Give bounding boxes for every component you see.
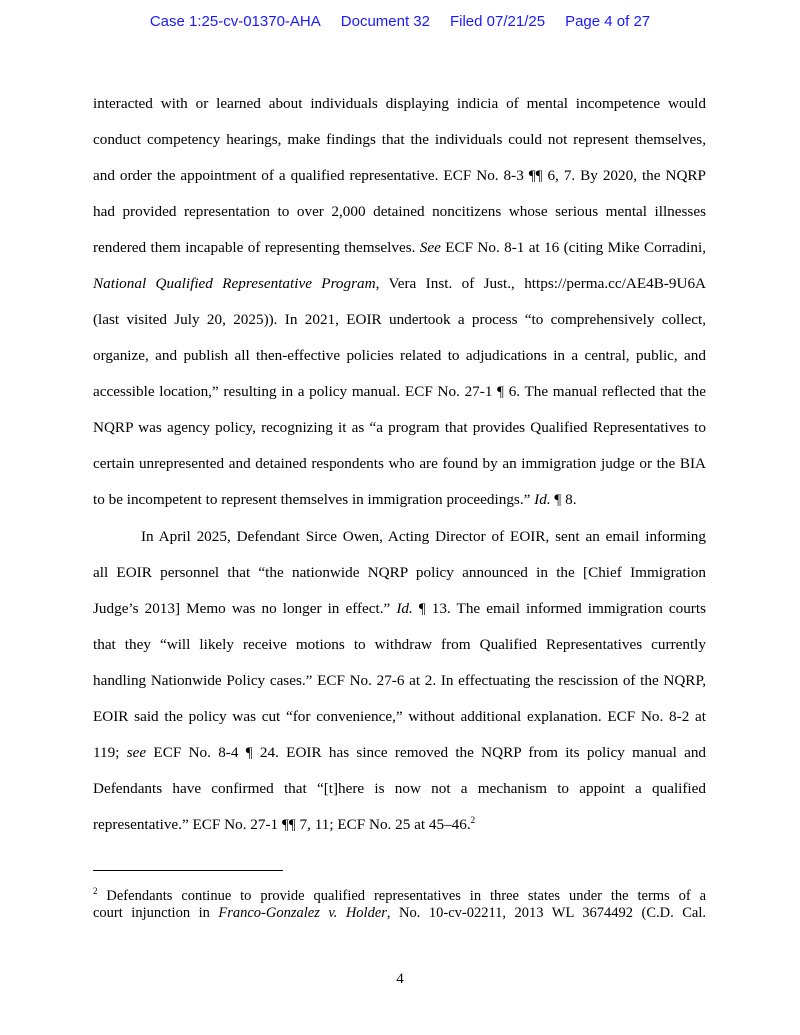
italic-text: see xyxy=(126,743,147,761)
text-line xyxy=(93,905,706,922)
text-run: Defendants continue to provide qualified representatives in three states under the terms of a xyxy=(97,888,706,904)
text-run: accessible location,” resulting in a policy manual. ECF No. 27-1 ¶ 6. The manual reflected that the xyxy=(93,383,706,400)
text-line xyxy=(93,491,706,509)
text-run: (last visited July 20, 2025)). In 2021, EOIR undertook a process “to comprehensively collect, xyxy=(93,311,706,328)
text-line xyxy=(93,311,706,329)
italic-text: Id. xyxy=(534,491,551,508)
text-run: , Vera Inst. of Just., https://perma.cc/AE4B-9U6A xyxy=(375,275,707,292)
text-run: conduct competency hearings, make findings that the individuals could not represent themselves, xyxy=(93,131,706,148)
text-run: Judge’s 2013] Memo was no longer in effect.” xyxy=(93,599,397,617)
page-indicator: Page 4 of 27 xyxy=(565,13,651,30)
page-number: 4 xyxy=(396,971,404,987)
text-run: representative.” ECF No. 27-1 ¶¶ 7, 11; ECF No. 25 at 45–46. xyxy=(93,815,471,833)
text-line xyxy=(93,564,706,582)
text-line xyxy=(93,600,706,618)
text-line xyxy=(93,239,706,257)
text-run: EOIR said the policy was cut “for convenience,” without additional explanation. ECF No. 8-2 at xyxy=(93,707,706,725)
italic-text: See xyxy=(419,239,441,256)
footnote-marker: 2 xyxy=(93,886,98,896)
text-run: ¶ 8. xyxy=(550,491,577,508)
text-run: interacted with or learned about individuals displaying indicia of mental incompetence would xyxy=(93,95,706,112)
text-line xyxy=(93,203,706,221)
text-line xyxy=(93,780,706,798)
text-run: organize, and publish all then-effective policies related to adjudications in a central, public, and xyxy=(93,347,706,364)
text-run: ECF No. 8-1 at 16 (citing Mike Corradini, xyxy=(440,239,706,256)
text-line xyxy=(93,528,706,546)
text-run: ¶ 13. The email informed immigration courts xyxy=(412,599,706,617)
text-line xyxy=(93,347,706,365)
text-run: handling Nationwide Policy cases.” ECF No. 27-6 at 2. In effectuating the rescission of the NQRP, xyxy=(93,671,706,689)
text-line xyxy=(93,816,706,834)
footnote-marker: 2 xyxy=(470,814,476,825)
italic-text: Franco-Gonzalez v. Holder xyxy=(218,905,387,921)
text-run: NQRP was agency policy, recognizing it as “a program that provides Qualified Representatives to xyxy=(93,419,706,436)
text-line xyxy=(93,95,706,113)
case-number: Case 1:25-cv-01370-AHA xyxy=(149,13,321,30)
text-run: In April 2025, Defendant Sirce Owen, Acting Director of EOIR, sent an email informing xyxy=(141,527,706,545)
text-run: court injunction in xyxy=(93,905,219,921)
italic-text: Id. xyxy=(396,599,413,617)
case-header xyxy=(0,13,800,30)
filed-date: Filed 07/21/25 xyxy=(449,13,546,30)
text-run: to be incompetent to represent themselves in immigration proceedings.” xyxy=(93,491,535,508)
text-run: Defendants have confirmed that “[t]here is now not a mechanism to appoint a qualified xyxy=(93,779,706,797)
text-line xyxy=(93,167,706,185)
text-run: had provided representation to over 2,000 detained noncitizens whose serious mental illnesses xyxy=(93,203,706,220)
text-line xyxy=(93,419,706,437)
text-run: and order the appointment of a qualified representative. ECF No. 8-3 ¶¶ 6, 7. By 2020, the NQRP xyxy=(93,167,706,184)
italic-text: National Qualified Representative Program xyxy=(93,275,376,292)
text-line xyxy=(93,636,706,654)
text-line xyxy=(93,131,706,149)
text-line xyxy=(93,672,706,690)
text-line xyxy=(93,383,706,401)
text-line xyxy=(93,455,706,473)
text-line xyxy=(93,275,706,293)
text-line xyxy=(93,744,706,762)
text-run: , No. 10-cv-02211, 2013 WL 3674492 (C.D. Cal. xyxy=(386,905,706,921)
text-line xyxy=(93,888,706,905)
document-number: Document 32 xyxy=(340,13,430,30)
text-run: that they “will likely receive motions to withdraw from Qualified Representatives currently xyxy=(93,635,706,653)
footnote-divider xyxy=(93,870,283,871)
text-run: ECF No. 8-4 ¶ 24. EOIR has since removed the NQRP from its policy manual and xyxy=(146,743,707,761)
text-run: certain unrepresented and detained respondents who are found by an immigration judge or the BIA xyxy=(93,455,706,472)
text-line xyxy=(93,708,706,726)
text-run: 119; xyxy=(93,743,127,761)
text-run: rendered them incapable of representing themselves. xyxy=(93,239,420,256)
text-run: all EOIR personnel that “the nationwide NQRP policy announced in the [Chief Immigration xyxy=(93,563,706,581)
